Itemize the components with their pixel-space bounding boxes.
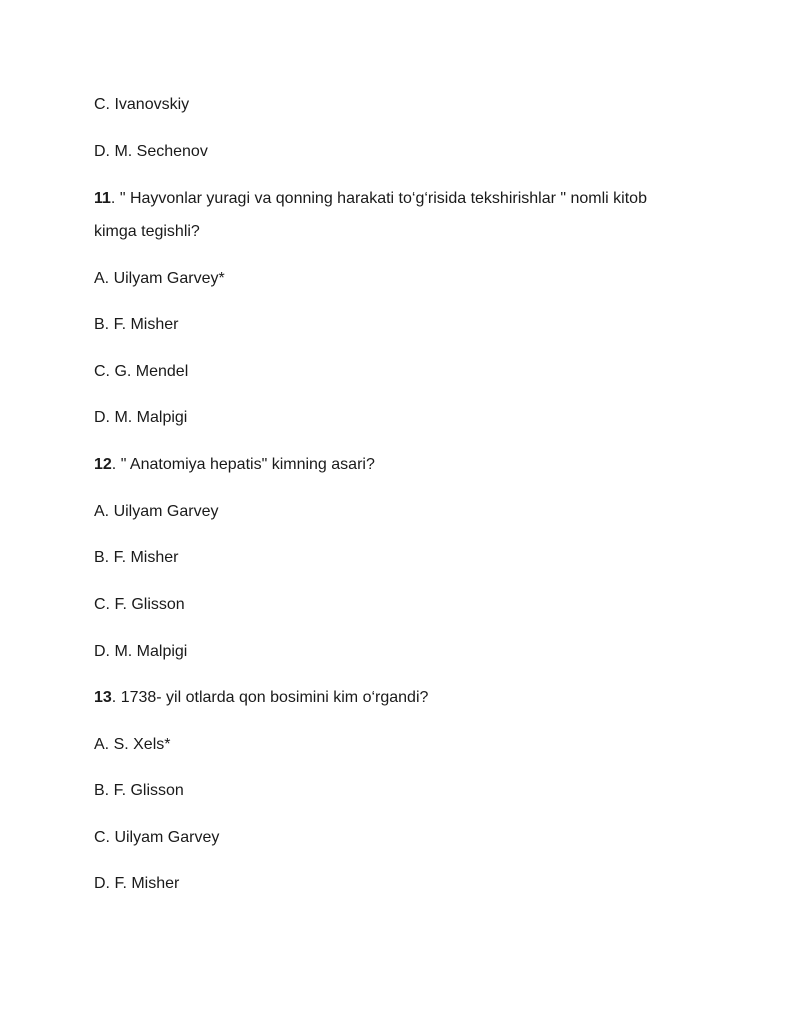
question-12-option-d: D. M. Malpigi [94, 643, 188, 660]
question-12-option-a: A. Uilyam Garvey [94, 503, 219, 520]
option-c-prev: C. Ivanovskiy [94, 96, 190, 113]
question-13-number: 13 [94, 689, 112, 706]
question-12-text: . " Anatomiya hepatis" kimning asari? [111, 456, 375, 473]
option-d-prev: D. M. Sechenov [94, 143, 208, 160]
question-12-line1 [94, 454, 375, 476]
question-13-option-c: C. Uilyam Garvey [94, 829, 220, 846]
question-11-option-a: A. Uilyam Garvey* [94, 270, 225, 287]
question-13-line1 [94, 687, 428, 709]
question-13-option-a: A. S. Xels* [94, 736, 171, 753]
question-13-text: . 1738- yil otlarda qon bosimini kim o‘rgandi? [111, 689, 429, 706]
question-11-option-b: B. F. Misher [94, 316, 179, 333]
question-11-line1 [94, 188, 647, 210]
question-11-option-c: C. G. Mendel [94, 363, 189, 380]
question-13-option-d: D. F. Misher [94, 875, 180, 892]
question-11-number: 11 [94, 190, 111, 207]
question-11-option-d: D. M. Malpigi [94, 409, 188, 426]
question-12-number: 12 [94, 456, 112, 473]
question-11-line2: kimga tegishli? [94, 223, 200, 240]
question-13-option-b: B. F. Glisson [94, 782, 184, 799]
question-12-option-b: B. F. Misher [94, 549, 179, 566]
question-12-option-c: C. F. Glisson [94, 596, 185, 613]
question-11-text: . " Hayvonlar yuragi va qonning harakati to‘g‘risida tekshirishlar " nomli kitob [110, 190, 647, 207]
